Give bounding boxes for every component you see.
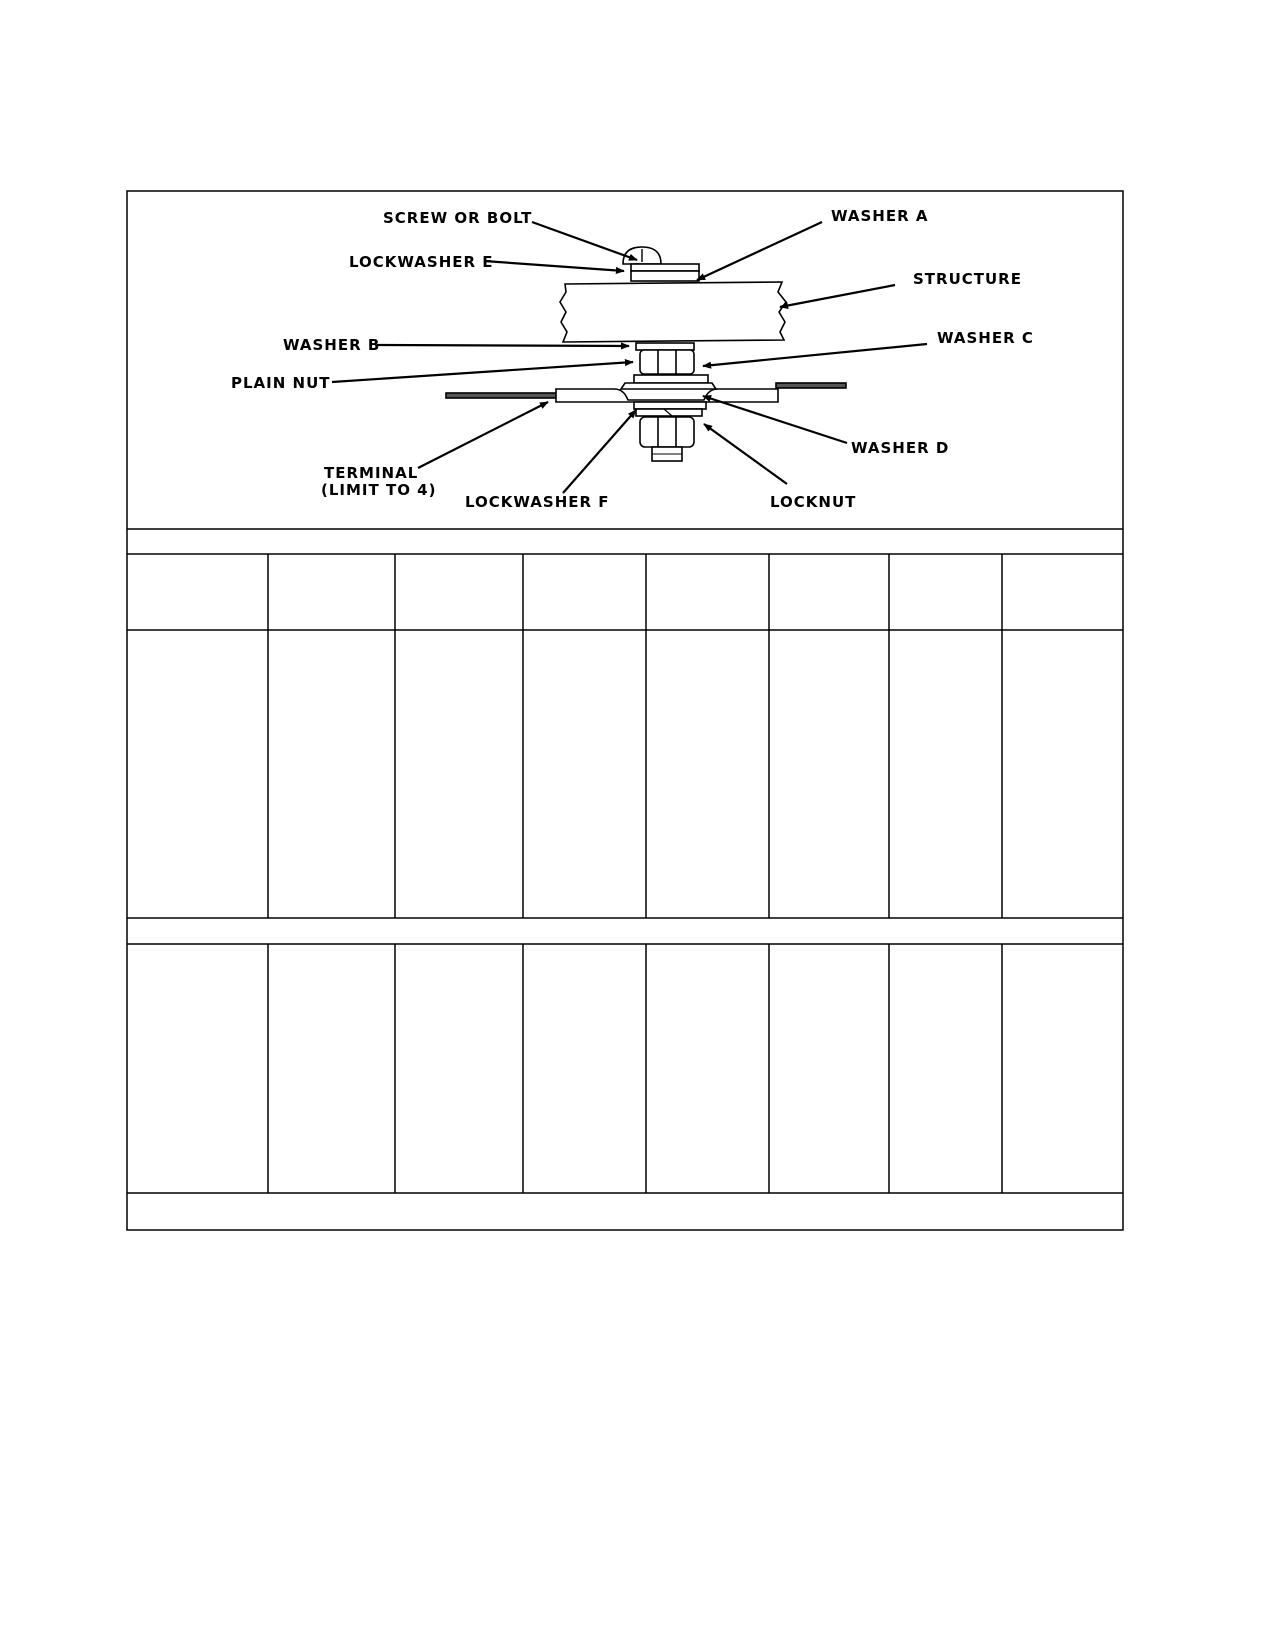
terminal-stud-assembly-drawing [446,247,846,461]
label-lockwasher-f: LOCKWASHER F [465,493,610,511]
washer-c-shape [634,375,708,383]
washer-a-shape [631,264,699,271]
structure-plate [560,282,786,342]
label-washer-d: WASHER D [851,439,950,457]
label-plain-nut: PLAIN NUT [231,374,331,392]
label-terminal: TERMINAL [324,464,419,482]
terminal-wire-left [446,393,558,398]
terminal-wire-right [776,383,846,388]
label-lockwasher-e: LOCKWASHER E [349,253,494,271]
label-locknut: LOCKNUT [770,493,857,511]
hardware-table [127,529,1123,1193]
label-structure: STRUCTURE [913,270,1022,288]
label-washer-c: WASHER C [937,329,1034,347]
column-dividers [268,554,1002,1193]
washer-d-shape [634,402,706,409]
washer-b-shape [636,343,694,350]
locknut-shape [640,417,694,447]
label-terminal-limit: (LIMIT TO 4) [321,481,437,499]
label-screw-or-bolt: SCREW OR BOLT [383,209,533,227]
lockwasher-e-shape [631,271,699,281]
terminal-lug [556,389,778,402]
plain-nut-shape [640,350,694,374]
label-washer-a: WASHER A [831,207,929,225]
lockwasher-f-shape [636,409,702,416]
label-washer-b: WASHER B [283,336,381,354]
